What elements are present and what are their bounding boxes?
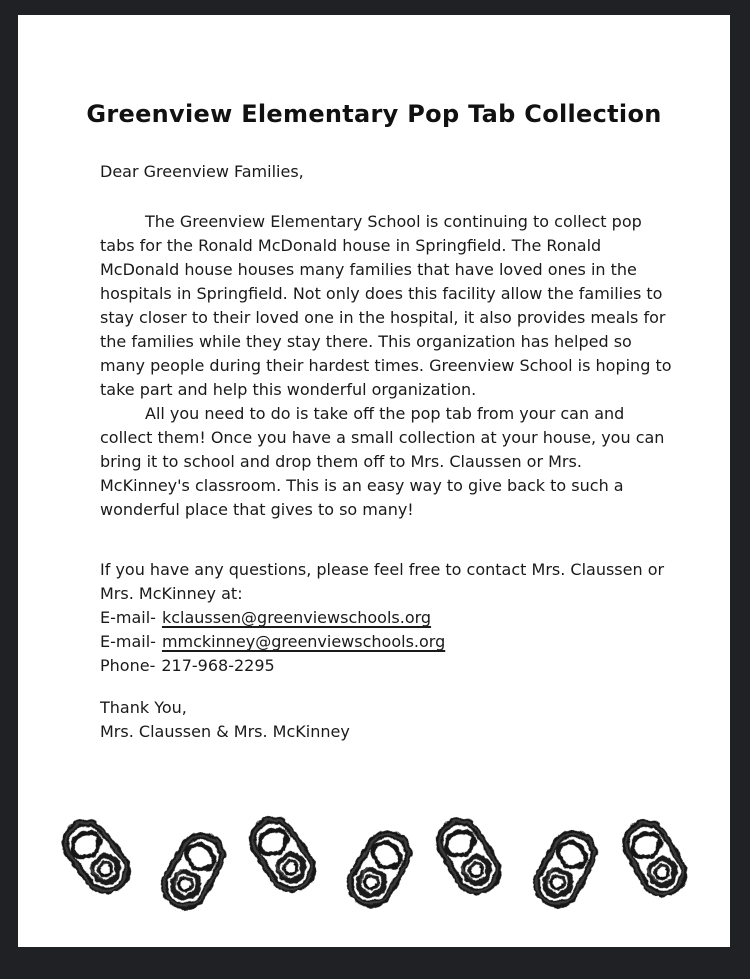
salutation: Dear Greenview Families, [100,162,304,181]
letter-paragraphs [100,210,675,522]
email-row-2 [100,630,675,654]
paragraph-1: The Greenview Elementary School is continuing to collect pop tabs for the Ronald McDonald house in Springfield. The Ronald McDonald house houses many families that have loved ones in the hospitals in Springfield. Not only does this facility allow the families to stay closer to their loved one in the hospital, it also provides meals for the families while they stay there. This organization has helped so many people during their hardest times. Greenview School is hoping to take part and help this wonderful organization. [100,212,672,399]
email-label-1: E-mail- [100,608,156,627]
email-link-claussen[interactable]: kclaussen@greenviewschools.org [161,608,432,627]
pop-tab-row [18,790,730,930]
closing-signature: Mrs. Claussen & Mrs. McKinney [100,722,350,741]
email-row-1 [100,606,675,630]
letter-page [18,15,730,947]
email-label-2: E-mail- [100,632,156,651]
letter-title: Greenview Elementary Pop Tab Collection [86,100,662,128]
phone-label: Phone- [100,656,156,675]
contact-intro: If you have any questions, please feel free to contact Mrs. Claussen or Mrs. McKinney at: [100,560,665,603]
phone-number: 217-968-2295 [161,656,275,675]
email-link-mckinney[interactable]: mmckinney@greenviewschools.org [161,632,446,651]
closing-thanks: Thank You, [100,698,187,717]
pop-tab-icon [315,805,438,939]
paragraph-2: All you need to do is take off the pop tab from your can and collect them! Once you have a small collection at your house, you can bring it to school and drop them off to Mrs. Claussen or Mrs. McKinney's classroom. This is an easy way to give back to such a wonderful place that gives to so many! [100,404,665,519]
pop-tab-icon [502,806,623,939]
letter-body [18,160,730,744]
closing-block [100,696,675,744]
phone-row [100,654,675,678]
pop-tab-icon [594,795,717,929]
contact-block [100,558,675,678]
